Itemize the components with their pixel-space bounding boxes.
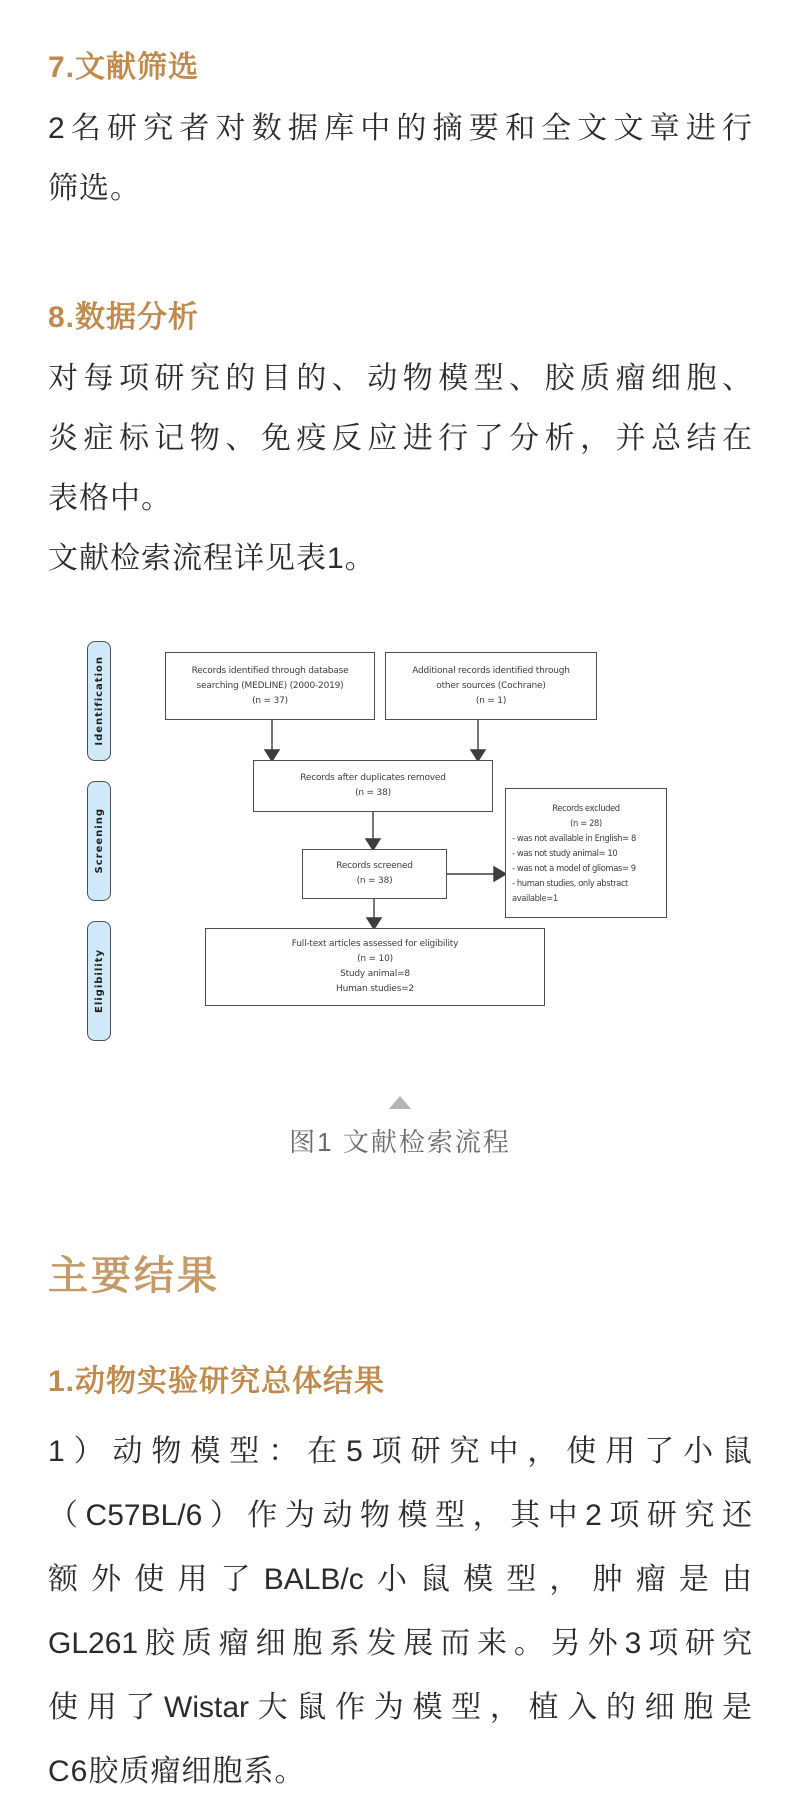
paragraph-line: 表格中。 — [48, 482, 172, 515]
section-8-heading: 8.数据分析 — [48, 301, 200, 334]
flow-box-records-screened: Records screened (n = 38) — [302, 849, 447, 899]
main-results-heading: 主要结果 — [48, 1253, 220, 1298]
flow-box-duplicates-removed: Records after duplicates removed (n = 38) — [253, 760, 493, 812]
paragraph-line: 炎症标记物、免疫反应进行了分析，并总结在 — [48, 422, 752, 455]
flow-box-records-excluded: Records excluded (n = 28) - was not available in English= 8 - was not study animal= 10 - was not a model of gliomas= 9 - human studies, only abstract available=1 — [505, 788, 667, 918]
paragraph-line: 使用了Wistar大鼠作为模型，植入的细胞是 — [48, 1691, 752, 1724]
section-7-heading: 7.文献筛选 — [48, 51, 200, 84]
figure-reference-line: 文献检索流程详见表1。 — [48, 542, 376, 575]
figure-caption: 图1 文献检索流程 — [289, 1127, 511, 1157]
paragraph-line: GL261胶质瘤细胞系发展而来。另外3项研究 — [48, 1627, 752, 1660]
collapse-triangle-icon[interactable] — [389, 1096, 411, 1109]
flow-box-fulltext-assessed: Full-text articles assessed for eligibility (n = 10) Study animal=8 Human studies=2 — [205, 928, 545, 1006]
flow-box-records-identified: Records identified through database searching (MEDLINE) (2000-2019) (n = 37) — [165, 652, 375, 720]
stage-label-eligibility: Eligibility — [87, 921, 111, 1041]
paragraph-line: 1）动物模型：在5项研究中，使用了小鼠 — [48, 1435, 752, 1468]
prisma-flow-diagram — [0, 640, 800, 1040]
flow-box-additional-records: Additional records identified through other sources (Cochrane) (n = 1) — [385, 652, 597, 720]
stage-label-screening: Screening — [87, 781, 111, 901]
paragraph-line: 额外使用了BALB/c小鼠模型，肿瘤是由 — [48, 1563, 752, 1596]
paragraph-line: 筛选。 — [48, 172, 141, 205]
paragraph-line: 2名研究者对数据库中的摘要和全文文章进行 — [48, 112, 752, 145]
results-subsection-heading: 1.动物实验研究总体结果 — [48, 1365, 386, 1398]
stage-label-identification: Identification — [87, 641, 111, 761]
paragraph-line: 对每项研究的目的、动物模型、胶质瘤细胞、 — [48, 362, 752, 395]
paragraph-line: C6胶质瘤细胞系。 — [48, 1755, 306, 1788]
paragraph-line: （C57BL/6）作为动物模型，其中2项研究还 — [48, 1499, 752, 1532]
